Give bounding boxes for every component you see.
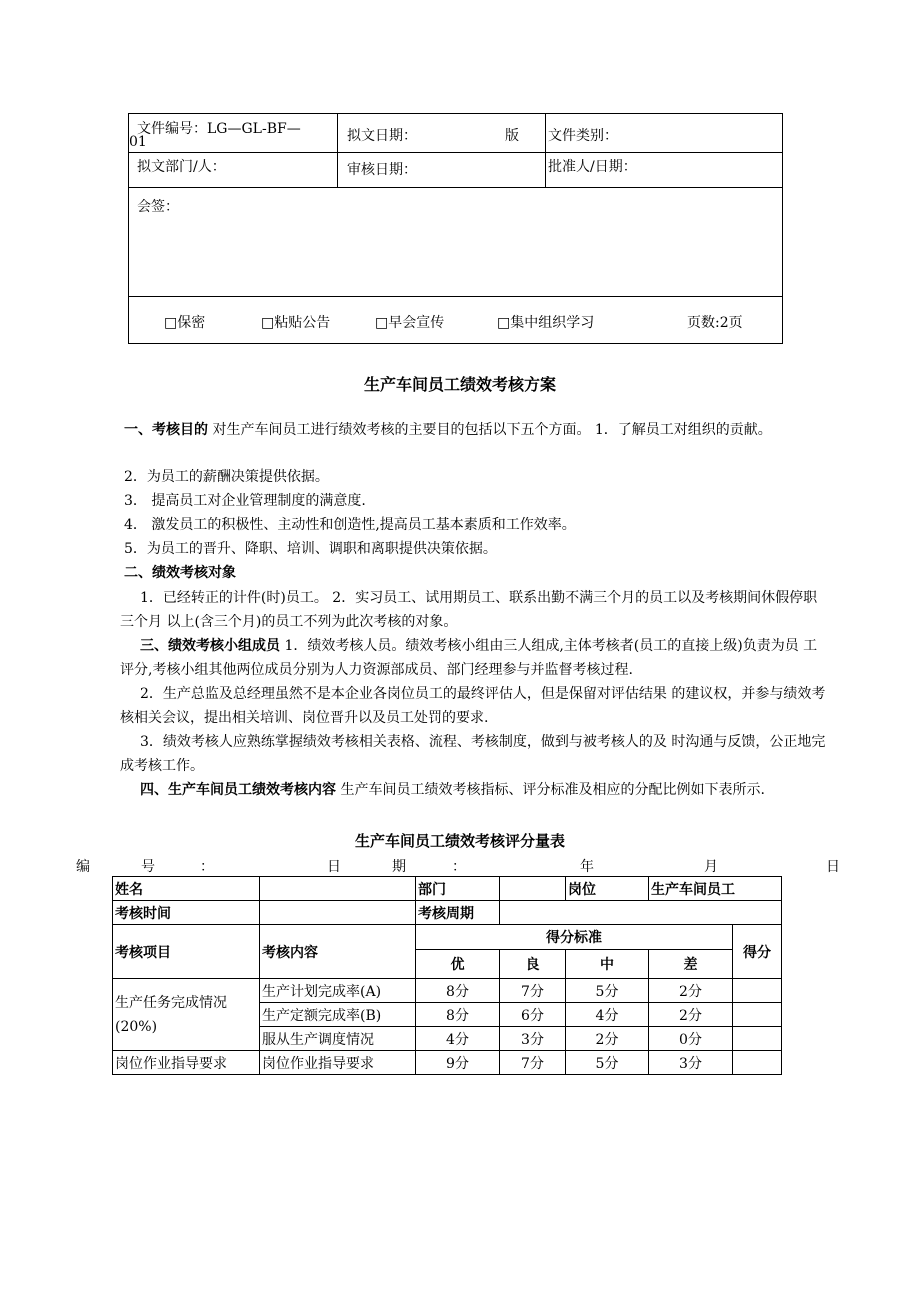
- time-label: 考核时间: [113, 901, 260, 925]
- post-label: 岗位: [566, 877, 649, 901]
- score-cell: 3分: [649, 1051, 733, 1075]
- countersign-label: 会签：: [137, 199, 179, 215]
- review-date-label: 审核日期：: [347, 162, 417, 178]
- section-2-heading: 二、绩效考核对象: [124, 565, 236, 581]
- score-cell: 6分: [500, 1003, 566, 1027]
- option-confidential: □保密: [164, 315, 206, 331]
- score-result: [733, 1051, 782, 1075]
- score-cell: 0分: [649, 1027, 733, 1051]
- approver-label: 批准人/日期：: [548, 159, 637, 175]
- divider: [337, 114, 338, 187]
- option-group-study: □集中组织学习: [497, 315, 595, 331]
- score-cell: 7分: [500, 1051, 566, 1075]
- dept-label: 部门: [416, 877, 500, 901]
- score-cell: 2分: [649, 1003, 733, 1027]
- score-result: [733, 1003, 782, 1027]
- score-header: 得分: [733, 925, 782, 979]
- dept-value: [500, 877, 566, 901]
- section-3-text: 1．绩效考核人员。绩效考核小组由三人组成,主体考核者(员工的直接上级)负责为员 工评分,考核小组其他两位成员分别为人力资源部成员、部门经理参与并监督考核过程.: [120, 638, 818, 678]
- draft-dept-label: 拟文部门/人：: [137, 159, 226, 175]
- date-line-year: 年: [580, 859, 594, 875]
- score-cell: 4分: [416, 1027, 500, 1051]
- draft-date-label: 拟文日期：: [347, 128, 417, 144]
- date-line-ri: 日: [327, 859, 341, 875]
- score-cell: 9分: [416, 1051, 500, 1075]
- score-table: [112, 876, 782, 1075]
- page-count: 页数:2页: [687, 315, 743, 331]
- divider: [129, 152, 782, 153]
- section-1-item: 2．为员工的薪酬决策提供依据。: [124, 469, 329, 485]
- time-value: [260, 901, 416, 925]
- name-label: 姓名: [113, 877, 260, 901]
- section-3-paragraph-2: 2．生产总监及总经理虽然不是本企业各岗位员工的最终评估人，但是保留对评估结果 的建议权，并参与绩效考核相关会议，提出相关培训、岗位晋升以及员工处罚的要求.: [120, 686, 826, 726]
- standard-header: 得分标准: [416, 925, 733, 950]
- row-content: 岗位作业指导要求: [260, 1051, 416, 1075]
- row-content: 生产计划完成率(A): [260, 979, 416, 1003]
- divider: [545, 114, 546, 187]
- date-line-day: 日: [826, 859, 840, 875]
- section-4-paragraph: [120, 778, 828, 802]
- period-value: [500, 901, 782, 925]
- divider: [129, 187, 782, 188]
- grade-poor: 差: [649, 950, 733, 979]
- section-2-text: 1．已经转正的计件(时)员工。 2．实习员工、试用期员工、联系出勤不满三个月的员工以及考核期间休假停职三个月 以上(含三个月)的员工不列为此次考核的对象。: [120, 590, 818, 630]
- score-cell: 8分: [416, 979, 500, 1003]
- document-title: 生产车间员工绩效考核方案: [363, 375, 556, 394]
- group-weight: (20%): [115, 1018, 158, 1035]
- score-result: [733, 979, 782, 1003]
- group-name: 生产任务完成情况: [115, 994, 227, 1011]
- option-post-notice: □粘贴公告: [261, 315, 331, 331]
- score-cell: 5分: [566, 979, 649, 1003]
- score-cell: 4分: [566, 1003, 649, 1027]
- option-morning-meeting: □早会宣传: [375, 315, 445, 331]
- file-number-label: 文件编号：LG—GL-BF—: [137, 121, 301, 137]
- period-label: 考核周期: [416, 901, 500, 925]
- score-result: [733, 1027, 782, 1051]
- score-cell: 7分: [500, 979, 566, 1003]
- file-type-label: 文件类别：: [548, 128, 618, 144]
- group-production-task: [113, 979, 260, 1051]
- version-label: 版: [505, 128, 519, 144]
- item-header: 考核项目: [113, 925, 260, 979]
- score-cell: 5分: [566, 1051, 649, 1075]
- post-value: 生产车间员工: [649, 877, 782, 901]
- table-title: 生产车间员工绩效考核评分量表: [354, 832, 565, 850]
- content-header: 考核内容: [260, 925, 416, 979]
- section-1-heading: 一、考核目的: [124, 422, 208, 438]
- grade-excellent: 优: [416, 950, 500, 979]
- score-cell: 2分: [566, 1027, 649, 1051]
- section-4-heading: 四、生产车间员工绩效考核内容: [140, 782, 336, 798]
- row-content: 生产定额完成率(B): [260, 1003, 416, 1027]
- file-number-wrap: 01: [129, 134, 147, 150]
- score-cell: 8分: [416, 1003, 500, 1027]
- score-cell: 3分: [500, 1027, 566, 1051]
- date-line-month: 月: [704, 859, 718, 875]
- section-3-paragraph: [120, 634, 828, 682]
- section-1-paragraph: [120, 418, 828, 442]
- section-4-text: 生产车间员工绩效考核指标、评分标准及相应的分配比例如下表所示.: [336, 782, 765, 798]
- row-item: 岗位作业指导要求: [113, 1051, 260, 1075]
- row-content: 服从生产调度情况: [260, 1027, 416, 1051]
- section-3-paragraph-3: 3．绩效考核人应熟练掌握绩效考核相关表格、流程、考核制度，做到与被考核人的及 时沟通与反馈，公正地完成考核工作。: [120, 734, 826, 774]
- date-line-colon: ：: [452, 859, 466, 875]
- name-value: [260, 877, 416, 901]
- document-control-box: [128, 113, 783, 344]
- section-1-text: 对生产车间员工进行绩效考核的主要目的包括以下五个方面。 1．了解员工对组织的贡献。: [208, 422, 772, 438]
- date-line-colon: ：: [200, 859, 214, 875]
- section-1-item: 4． 激发员工的积极性、主动性和创造性,提高员工基本素质和工作效率。: [124, 517, 576, 533]
- section-3-heading: 三、绩效考核小组成员: [140, 638, 280, 654]
- date-line-qi: 期: [392, 859, 406, 875]
- grade-average: 中: [566, 950, 649, 979]
- date-line-hao: 号: [141, 859, 155, 875]
- section-1-item: 5．为员工的晋升、降职、培训、调职和离职提供决策依据。: [124, 541, 497, 557]
- score-cell: 2分: [649, 979, 733, 1003]
- grade-good: 良: [500, 950, 566, 979]
- date-line-bian: 编: [76, 859, 90, 875]
- divider: [129, 296, 782, 297]
- section-1-item: 3． 提高员工对企业管理制度的满意度.: [124, 493, 366, 509]
